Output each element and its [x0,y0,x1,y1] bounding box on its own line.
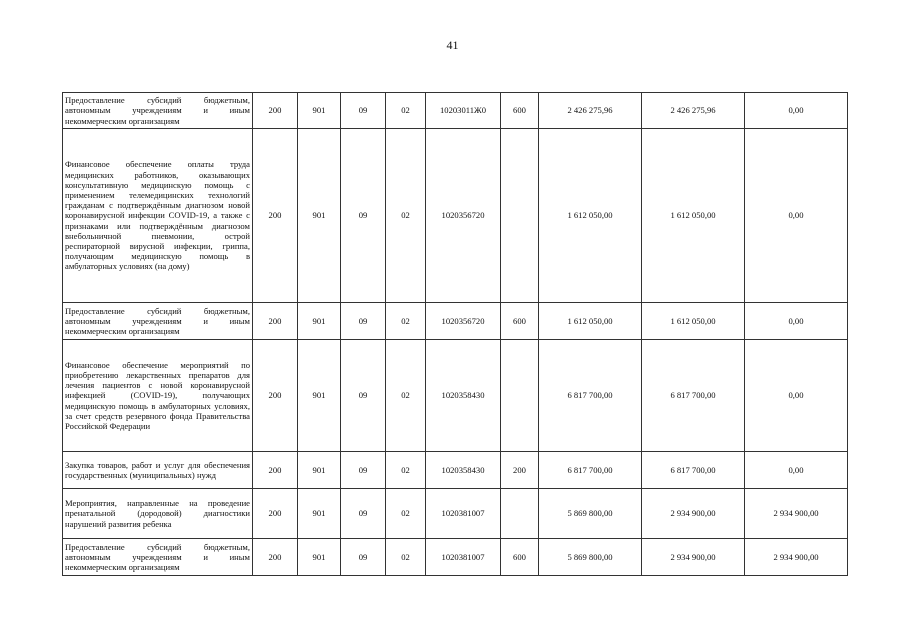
cell-code-3: 09 [341,93,386,129]
cell-amount-3: 0,00 [745,340,848,452]
cell-amount-1: 1 612 050,00 [539,303,642,340]
cell-code-2: 901 [298,489,341,539]
cell-code-3: 09 [341,489,386,539]
cell-expense-type: 600 [501,93,539,129]
cell-target-article: 1020358430 [426,340,501,452]
cell-code-4: 02 [386,452,426,489]
cell-code-4: 02 [386,539,426,576]
table-row [63,340,848,452]
cell-target-article: 1020356720 [426,129,501,303]
cell-amount-2: 6 817 700,00 [642,452,745,489]
table-row [63,303,848,340]
cell-expense-type: 200 [501,452,539,489]
cell-amount-3: 0,00 [745,129,848,303]
cell-code-3: 09 [341,129,386,303]
row-description: Предоставление субсидий бюджетным, автономным учреждениям и иным некоммерческим организациям [63,539,253,576]
cell-code-2: 901 [298,303,341,340]
cell-expense-type: 600 [501,539,539,576]
cell-code-1: 200 [253,129,298,303]
cell-code-4: 02 [386,303,426,340]
cell-target-article: 1020381007 [426,489,501,539]
cell-amount-3: 2 934 900,00 [745,539,848,576]
cell-target-article: 1020381007 [426,539,501,576]
cell-amount-1: 1 612 050,00 [539,129,642,303]
cell-amount-1: 5 869 800,00 [539,489,642,539]
cell-amount-3: 0,00 [745,452,848,489]
cell-amount-3: 2 934 900,00 [745,489,848,539]
cell-expense-type [501,129,539,303]
cell-code-1: 200 [253,303,298,340]
cell-target-article: 1020358430 [426,452,501,489]
cell-expense-type [501,340,539,452]
cell-code-1: 200 [253,93,298,129]
row-description: Предоставление субсидий бюджетным, автономным учреждениям и иным некоммерческим организациям [63,303,253,340]
row-description: Финансовое обеспечение мероприятий по приобретению лекарственных препаратов для лечения пациентов с новой коронавирусной инфекцией (COVID-19), получающих медицинскую помощь в амбулаторных условиях, за счет средств резервного фонда Правительства Российской Федерации [63,340,253,452]
row-description: Закупка товаров, работ и услуг для обеспечения государственных (муниципальных) нужд [63,452,253,489]
cell-code-3: 09 [341,452,386,489]
cell-amount-2: 6 817 700,00 [642,340,745,452]
budget-table [62,92,848,576]
cell-code-2: 901 [298,93,341,129]
table-row [63,489,848,539]
cell-code-2: 901 [298,129,341,303]
cell-code-1: 200 [253,340,298,452]
cell-target-article: 10203011Ж0 [426,93,501,129]
cell-amount-1: 6 817 700,00 [539,452,642,489]
cell-amount-3: 0,00 [745,93,848,129]
cell-amount-1: 5 869 800,00 [539,539,642,576]
table-row [63,452,848,489]
page-number: 41 [446,38,459,52]
cell-code-3: 09 [341,303,386,340]
row-description: Финансовое обеспечение оплаты труда медицинских работников, оказывающих консультативную медицинскую помощь с применением телемедицинских технологий гражданам с подтверждённым диагнозом новой коронавирусной инфекции COVID-19, а также с признаками или подтверждённым диагнозом внебольничной пневмонии, острой респираторной вирусной инфекции, гриппа, получающим медицинскую помощь в амбулаторных условиях (на дому) [63,129,253,303]
cell-amount-2: 2 426 275,96 [642,93,745,129]
table-row [63,93,848,129]
table-row [63,129,848,303]
cell-amount-1: 2 426 275,96 [539,93,642,129]
cell-code-1: 200 [253,489,298,539]
cell-code-1: 200 [253,539,298,576]
cell-target-article: 1020356720 [426,303,501,340]
cell-code-4: 02 [386,340,426,452]
cell-code-1: 200 [253,452,298,489]
cell-expense-type [501,489,539,539]
cell-code-3: 09 [341,539,386,576]
cell-amount-2: 2 934 900,00 [642,539,745,576]
cell-code-2: 901 [298,452,341,489]
row-description: Предоставление субсидий бюджетным, автономным учреждениям и иным некоммерческим организациям [63,93,253,129]
cell-code-2: 901 [298,539,341,576]
cell-code-4: 02 [386,93,426,129]
cell-amount-2: 1 612 050,00 [642,129,745,303]
cell-amount-2: 1 612 050,00 [642,303,745,340]
cell-amount-2: 2 934 900,00 [642,489,745,539]
cell-amount-1: 6 817 700,00 [539,340,642,452]
cell-code-4: 02 [386,489,426,539]
cell-code-4: 02 [386,129,426,303]
row-description: Мероприятия, направленные на проведение пренатальной (дородовой) диагностики нарушений развития ребенка [63,489,253,539]
table-row [63,539,848,576]
cell-code-3: 09 [341,340,386,452]
cell-amount-3: 0,00 [745,303,848,340]
cell-code-2: 901 [298,340,341,452]
cell-expense-type: 600 [501,303,539,340]
